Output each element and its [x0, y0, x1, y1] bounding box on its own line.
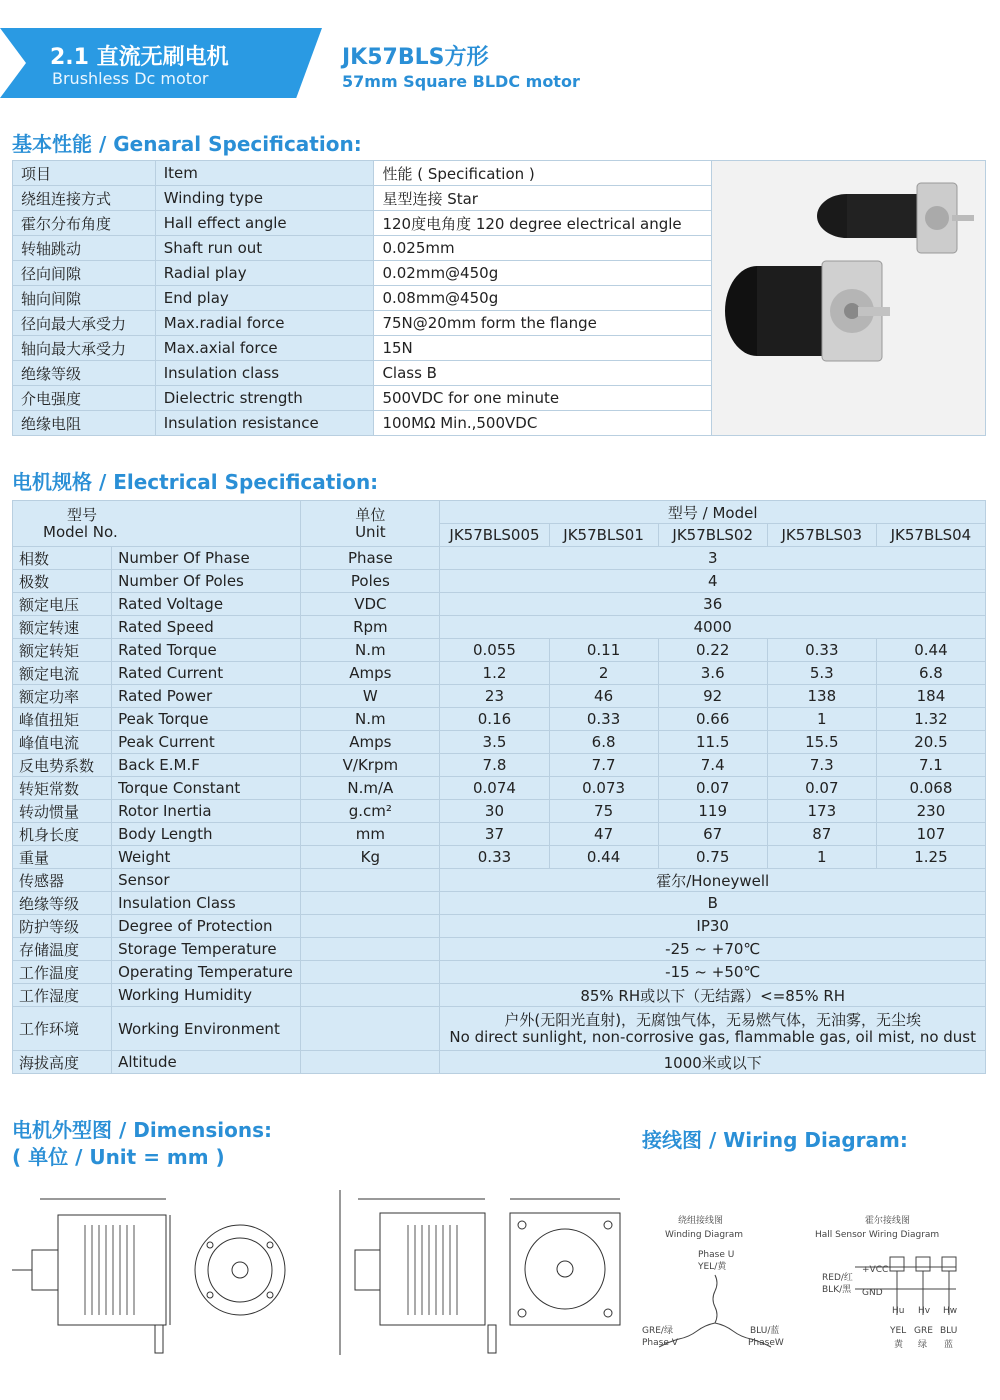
cell-en: Rotor Inertia: [112, 800, 301, 823]
yel-cn: 黄: [894, 1340, 904, 1350]
gre-label: GRE: [914, 1326, 933, 1336]
motor-photo: [711, 161, 985, 436]
table-row: [13, 892, 986, 915]
cell-cn: 额定转速: [13, 616, 112, 639]
cell-cn: 极数: [13, 570, 112, 593]
cell-cn: 绕组连接方式: [13, 186, 156, 211]
table-row: [13, 961, 986, 984]
cell-val: 0.02mm@450g: [374, 261, 711, 286]
cell-en: Altitude: [112, 1051, 301, 1074]
cell-value: 107: [876, 823, 985, 846]
table-row: [13, 869, 986, 892]
cell-en: Torque Constant: [112, 777, 301, 800]
cell-span-value: IP30: [440, 915, 986, 938]
cell-value: 0.074: [440, 777, 549, 800]
cell-value: 0.44: [876, 639, 985, 662]
hall-cn: 霍尔接线图: [865, 1216, 911, 1226]
table-row: [13, 161, 986, 186]
cell-value: 0.07: [658, 777, 767, 800]
u-color-label: YEL/黄: [698, 1262, 727, 1272]
hu-label: Hu: [892, 1306, 905, 1316]
cell-cn: 存储温度: [13, 938, 112, 961]
cell-unit: [301, 892, 440, 915]
cell-val: 0.025mm: [374, 236, 711, 261]
cell-unit: VDC: [301, 593, 440, 616]
cell-cn: 介电强度: [13, 386, 156, 411]
cell-value: 1: [767, 846, 876, 869]
cell-value: 0.66: [658, 708, 767, 731]
cell-value: 0.16: [440, 708, 549, 731]
cell-value: 30: [440, 800, 549, 823]
table-row: [13, 1051, 986, 1074]
cell-cn: 额定功率: [13, 685, 112, 708]
cell-en: Weight: [112, 846, 301, 869]
electrical-spec-heading: 电机规格 / Electrical Specification:: [12, 470, 379, 494]
general-spec-table: [12, 160, 986, 436]
vcc-label: +VCC: [862, 1265, 889, 1275]
cell-value: 15.5: [767, 731, 876, 754]
table-row: [13, 662, 986, 685]
cell-value: 0.11: [549, 639, 658, 662]
dimensions-unit: ( 单位 / Unit = mm ): [12, 1145, 225, 1169]
cell-unit: N.m: [301, 708, 440, 731]
cell-value: 7.1: [876, 754, 985, 777]
cell-val: 500VDC for one minute: [374, 386, 711, 411]
cell-value: 0.073: [549, 777, 658, 800]
blu-cn: 蓝: [944, 1340, 954, 1350]
winding-cn: 绕组接线图: [678, 1216, 724, 1226]
cell-value: 0.07: [767, 777, 876, 800]
cell-value: 7.3: [767, 754, 876, 777]
cell-en: Max.axial force: [155, 336, 374, 361]
cell-value: 0.33: [440, 846, 549, 869]
hw-label: Hw: [943, 1306, 958, 1316]
phase-w-label: PhaseW: [748, 1338, 784, 1348]
cell-cn: 转矩常数: [13, 777, 112, 800]
cell-span-value: -15 ~ +50℃: [440, 961, 986, 984]
table-row: [13, 777, 986, 800]
header-cn: 项目: [13, 161, 156, 186]
model-name: JK57BLS01: [549, 524, 658, 547]
table-row: [13, 639, 986, 662]
cell-span-value: 85% RH或以下（无结露）<=85% RH: [440, 984, 986, 1007]
cell-value: 46: [549, 685, 658, 708]
model-no-cn: 型号: [67, 505, 98, 524]
cell-en: Max.radial force: [155, 311, 374, 336]
electrical-spec-table: [12, 500, 986, 1074]
cell-cn: 轴向间隙: [13, 286, 156, 311]
cell-cn: 峰值电流: [13, 731, 112, 754]
cell-cn: 相数: [13, 547, 112, 570]
cell-val: 0.08mm@450g: [374, 286, 711, 311]
cell-value: 173: [767, 800, 876, 823]
section-title: 2.1 直流无刷电机: [50, 45, 229, 70]
cell-cn: 绝缘等级: [13, 892, 112, 915]
cell-unit: mm: [301, 823, 440, 846]
cell-value: 7.4: [658, 754, 767, 777]
cell-en: Rated Voltage: [112, 593, 301, 616]
span-line-1: 户外(无阳光直射)，无腐蚀气体，无易燃气体，无油雾，无尘埃: [504, 1010, 922, 1029]
table-row: [13, 731, 986, 754]
cell-value: 67: [658, 823, 767, 846]
blu-label: BLU: [940, 1326, 958, 1336]
cell-unit: [301, 961, 440, 984]
table-row: [13, 1007, 986, 1051]
cell-en: Insulation class: [155, 361, 374, 386]
cell-en: Working Humidity: [112, 984, 301, 1007]
model-name: JK57BLS02: [658, 524, 767, 547]
cell-unit: g.cm²: [301, 800, 440, 823]
cell-cn: 绝缘电阻: [13, 411, 156, 436]
hv-label: Hv: [918, 1306, 931, 1316]
cell-unit: [301, 915, 440, 938]
cell-unit: Phase: [301, 547, 440, 570]
cell-val: 15N: [374, 336, 711, 361]
cell-unit: Amps: [301, 662, 440, 685]
cell-en: Peak Torque: [112, 708, 301, 731]
table-row: [13, 570, 986, 593]
winding-en: Winding Diagram: [665, 1230, 744, 1240]
cell-span-value: 3: [440, 547, 986, 570]
cell-cn: 工作湿度: [13, 984, 112, 1007]
table-header-row: [13, 501, 986, 524]
cell-value: 0.44: [549, 846, 658, 869]
cell-value: 7.8: [440, 754, 549, 777]
unit-cn: 单位: [355, 505, 386, 524]
cell-unit: Amps: [301, 731, 440, 754]
cell-value: 0.75: [658, 846, 767, 869]
model-name: JK57BLS04: [876, 524, 985, 547]
cell-value: 75: [549, 800, 658, 823]
cell-val: Class B: [374, 361, 711, 386]
cell-cn: 霍尔分布角度: [13, 211, 156, 236]
cell-value: 7.7: [549, 754, 658, 777]
cell-val: 75N@20mm form the flange: [374, 311, 711, 336]
cell-en: Peak Current: [112, 731, 301, 754]
winding-star-icon: [659, 1275, 771, 1347]
cell-unit: N.m/A: [301, 777, 440, 800]
motor-image: [712, 161, 980, 431]
cell-cn: 轴向最大承受力: [13, 336, 156, 361]
red-label: RED/红: [822, 1273, 853, 1283]
cell-cn: 工作环境: [13, 1007, 112, 1051]
cell-unit: W: [301, 685, 440, 708]
gre-cn: 绿: [918, 1340, 928, 1350]
cell-unit: Rpm: [301, 616, 440, 639]
cell-cn: 反电势系数: [13, 754, 112, 777]
motor-front-icon: [725, 261, 890, 361]
table-row: [13, 938, 986, 961]
cell-cn: 转轴跳动: [13, 236, 156, 261]
cell-en: Operating Temperature: [112, 961, 301, 984]
cell-en: Back E.M.F: [112, 754, 301, 777]
cell-span-value: B: [440, 892, 986, 915]
cell-value: 87: [767, 823, 876, 846]
cell-value: 138: [767, 685, 876, 708]
cell-en: Working Environment: [112, 1007, 301, 1051]
unit-header: [301, 501, 440, 547]
cell-value: 0.055: [440, 639, 549, 662]
w-color-label: BLU/蓝: [750, 1326, 780, 1336]
cell-span-value: 36: [440, 593, 986, 616]
cell-unit: [301, 938, 440, 961]
hall-en: Hall Sensor Wiring Diagram: [815, 1230, 940, 1240]
cell-en: End play: [155, 286, 374, 311]
cell-value: 47: [549, 823, 658, 846]
cell-en: Degree of Protection: [112, 915, 301, 938]
cell-en: Dielectric strength: [155, 386, 374, 411]
cell-val: 100MΩ Min.,500VDC: [374, 411, 711, 436]
cell-value: 0.068: [876, 777, 985, 800]
model-title: JK57BLS方形: [342, 45, 489, 70]
cell-en: Body Length: [112, 823, 301, 846]
header-val: 性能 ( Specification ): [374, 161, 711, 186]
table-row: [13, 984, 986, 1007]
cell-value: 1.2: [440, 662, 549, 685]
cell-cn: 防护等级: [13, 915, 112, 938]
cell-value: 184: [876, 685, 985, 708]
cell-value: 3.5: [440, 731, 549, 754]
cell-value: 0.22: [658, 639, 767, 662]
table-row: [13, 685, 986, 708]
model-name: JK57BLS005: [440, 524, 549, 547]
cell-cn: 转动惯量: [13, 800, 112, 823]
cell-cn: 传感器: [13, 869, 112, 892]
cell-en: Insulation resistance: [155, 411, 374, 436]
model-no-header: [13, 501, 301, 547]
cell-en: Rated Power: [112, 685, 301, 708]
cell-value: 0.33: [549, 708, 658, 731]
cell-value: 1.25: [876, 846, 985, 869]
cell-cn: 重量: [13, 846, 112, 869]
cell-cn: 机身长度: [13, 823, 112, 846]
cell-cn: 额定电压: [13, 593, 112, 616]
cell-cn: 额定转矩: [13, 639, 112, 662]
cell-cn: 径向间隙: [13, 261, 156, 286]
cell-en: Insulation Class: [112, 892, 301, 915]
cell-val: 星型连接 Star: [374, 186, 711, 211]
cell-en: Rated Current: [112, 662, 301, 685]
cell-en: Number Of Phase: [112, 547, 301, 570]
gnd-label: GND: [862, 1288, 883, 1298]
cell-cn: 绝缘等级: [13, 361, 156, 386]
cell-unit: V/Krpm: [301, 754, 440, 777]
cell-value: 3.6: [658, 662, 767, 685]
table-row: [13, 593, 986, 616]
cell-unit: [301, 1051, 440, 1074]
model-no-en: Model No.: [43, 522, 118, 541]
table-row: [13, 547, 986, 570]
cell-en: Number Of Poles: [112, 570, 301, 593]
cell-cn: 径向最大承受力: [13, 311, 156, 336]
cell-span-value: 霍尔/Honeywell: [440, 869, 986, 892]
yel-label: YEL: [890, 1326, 907, 1336]
wiring-heading: 接线图 / Wiring Diagram:: [642, 1128, 908, 1152]
general-spec-heading: 基本性能 / Genaral Specification:: [12, 132, 362, 156]
cell-unit: Poles: [301, 570, 440, 593]
cell-span-value: 4: [440, 570, 986, 593]
table-row: [13, 915, 986, 938]
cell-span-value: -25 ~ +70℃: [440, 938, 986, 961]
cell-cn: 峰值扭矩: [13, 708, 112, 731]
table-row: [13, 846, 986, 869]
unit-en: Unit: [355, 522, 386, 541]
cell-value: 5.3: [767, 662, 876, 685]
table-row: [13, 616, 986, 639]
cell-span-value: [440, 1007, 986, 1051]
cell-cn: 工作温度: [13, 961, 112, 984]
table-row: [13, 754, 986, 777]
cell-value: 1.32: [876, 708, 985, 731]
cell-value: 92: [658, 685, 767, 708]
cell-value: 6.8: [876, 662, 985, 685]
cell-value: 2: [549, 662, 658, 685]
section-subtitle: Brushless Dc motor: [52, 69, 209, 88]
cell-value: 6.8: [549, 731, 658, 754]
cell-unit: Kg: [301, 846, 440, 869]
cell-span-value: 4000: [440, 616, 986, 639]
dimensions-heading: 电机外型图 / Dimensions:: [12, 1118, 272, 1142]
cell-value: 1: [767, 708, 876, 731]
cell-cn: 海拔高度: [13, 1051, 112, 1074]
cell-unit: [301, 984, 440, 1007]
cell-en: Sensor: [112, 869, 301, 892]
cell-en: Hall effect angle: [155, 211, 374, 236]
cell-en: Shaft run out: [155, 236, 374, 261]
dimension-drawing: [10, 1185, 630, 1360]
cell-cn: 额定电流: [13, 662, 112, 685]
cell-unit: [301, 1007, 440, 1051]
cell-en: Rated Speed: [112, 616, 301, 639]
cell-span-value: 1000米或以下: [440, 1051, 986, 1074]
table-row: [13, 800, 986, 823]
cell-unit: N.m: [301, 639, 440, 662]
header-en: Item: [155, 161, 374, 186]
blk-label: BLK/黑: [822, 1285, 852, 1295]
table-row: [13, 708, 986, 731]
cell-value: 11.5: [658, 731, 767, 754]
phase-u-label: Phase U: [698, 1250, 735, 1260]
cell-value: 23: [440, 685, 549, 708]
cell-value: 20.5: [876, 731, 985, 754]
models-header: 型号 / Model: [440, 501, 986, 524]
cell-unit: [301, 869, 440, 892]
cell-en: Radial play: [155, 261, 374, 286]
cell-val: 120度电角度 120 degree electrical angle: [374, 211, 711, 236]
cell-en: Storage Temperature: [112, 938, 301, 961]
cell-value: 37: [440, 823, 549, 846]
table-row: [13, 823, 986, 846]
model-name: JK57BLS03: [767, 524, 876, 547]
cell-value: 0.33: [767, 639, 876, 662]
cell-value: 230: [876, 800, 985, 823]
phase-v-label: Phase V: [642, 1338, 678, 1348]
cell-en: Winding type: [155, 186, 374, 211]
cell-en: Rated Torque: [112, 639, 301, 662]
cell-value: 119: [658, 800, 767, 823]
span-line-2: No direct sunlight, non-corrosive gas, flammable gas, oil mist, no dust: [449, 1027, 976, 1046]
model-subtitle: 57mm Square BLDC motor: [342, 72, 580, 91]
wiring-diagram: [640, 1205, 990, 1360]
v-color-label: GRE/绿: [642, 1326, 673, 1336]
